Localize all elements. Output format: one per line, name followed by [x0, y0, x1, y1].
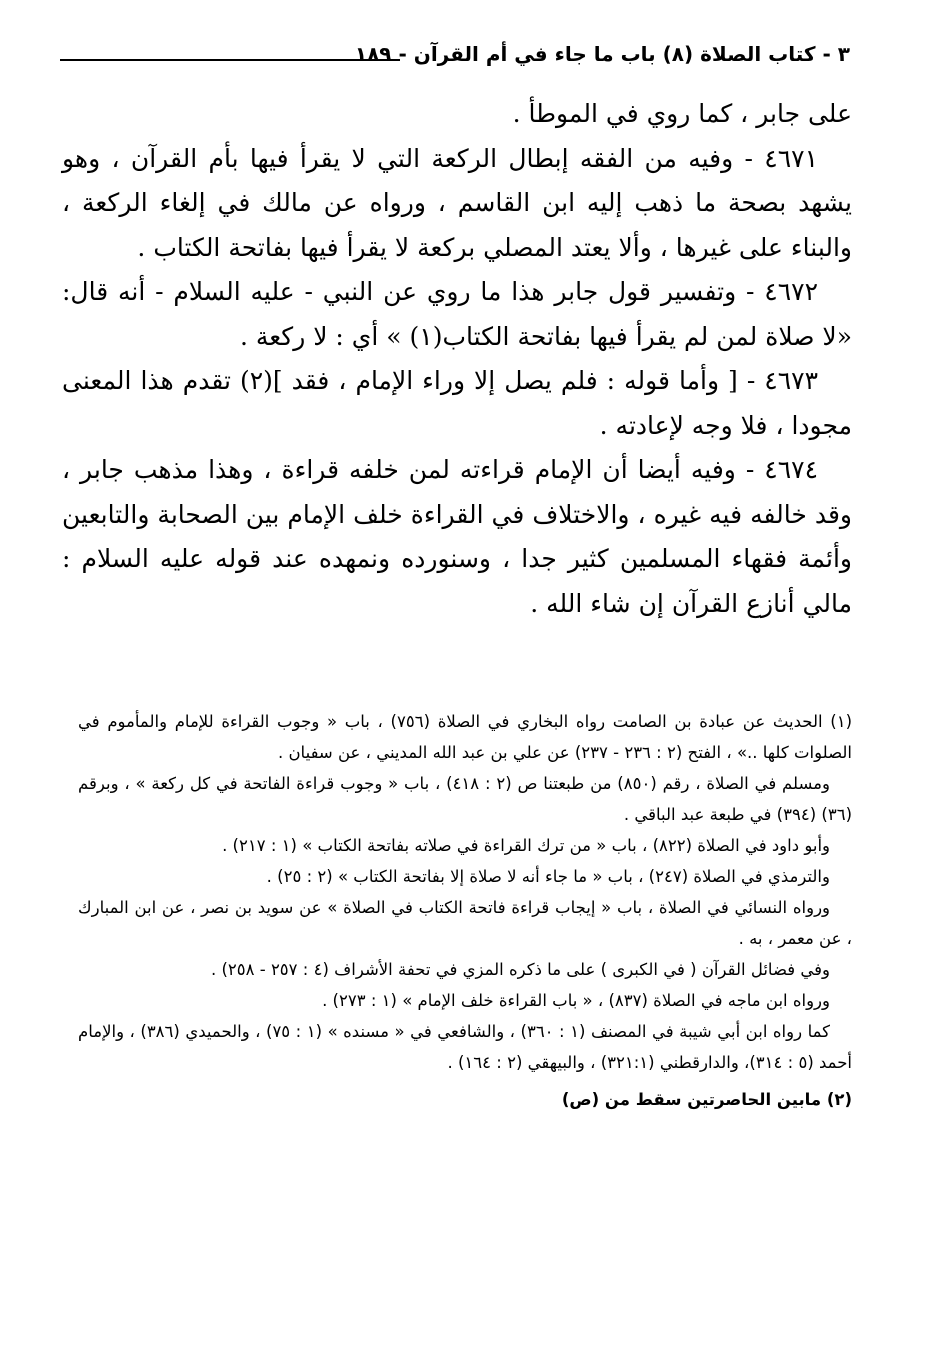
header-rule [60, 59, 400, 61]
footnote: وفي فضائل القرآن ( في الكبرى ) على ما ذكره المزي في تحفة الأشراف (٤ : ٢٥٧ - ٢٥٨) . [210, 960, 830, 979]
footnote: (٢) مابين الحاصرتين سقط من (ص) [561, 1090, 852, 1109]
paragraph: ٤٦٧٢ - وتفسير قول جابر هذا ما روي عن النبي - عليه السلام - أنه قال: «لا صلاة لمن لم يقرأ فيها بفاتحة الكتاب(١) » أي : لا ركعة . [62, 277, 852, 351]
header-title: ٣ - كتاب الصلاة (٨) باب ما جاء في أم القرآن - ١٨٩ [354, 42, 850, 66]
footnote: كما رواه ابن أبي شيبة في المصنف (١ : ٣٦٠) ، والشافعي في « مسنده » (١ : ٧٥) ، والحميدي (٣٨٦) ، والإمام أحمد (٥ : ٣١٤)، والدارقطني (٣٢١:١) ، والبيهقي (٢ : ١٦٤) . [78, 1022, 852, 1072]
running-header [60, 38, 850, 78]
footnote: وأبو داود في الصلاة (٨٢٢) ، باب « من ترك القراءة في صلاته بفاتحة الكتاب » (١ : ٢١٧) . [222, 836, 830, 855]
footnote: ومسلم في الصلاة ، رقم (٨٥٠) من طبعتنا ص (٢ : ٤١٨) ، باب « وجوب قراءة الفاتحة في كل ركعة » ، وبرقم (٣٦) (٣٩٤) في طبعة عبد الباقي . [78, 774, 852, 824]
footnote: والترمذي في الصلاة (٢٤٧) ، باب « ما جاء أنه لا صلاة إلا بفاتحة الكتاب » (٢ : ٢٥) . [266, 867, 830, 886]
paragraph: ٤٦٧٣ - [ وأما قوله : فلم يصل إلا وراء الإمام ، فقد ](٢) تقدم هذا المعنى مجودا ، فلا وجه لإعادته . [62, 366, 852, 440]
footnote: (١) الحديث عن عبادة بن الصامت رواه البخاري في الصلاة (٧٥٦) ، باب « وجوب القراءة للإمام والمأموم في الصلوات كلها ..» ، الفتح (٢ : ٢٣٦ - ٢٣٧) عن علي بن عبد الله المديني ، عن سفيان . [78, 712, 852, 762]
footnote: ورواه ابن ماجه في الصلاة (٨٣٧) ، « باب القراءة خلف الإمام » (١ : ٢٧٣) . [322, 991, 830, 1010]
footnotes [78, 706, 852, 1115]
paragraph: ٤٦٧١ - وفيه من الفقه إبطال الركعة التي لا يقرأ فيها بأم القرآن ، وهو يشهد بصحة ما ذهب إليه ابن القاسم ، ورواه عن مالك في إلغاء الركعة ، والبناء على غيرها ، وألا يعتد المصلي بركعة لا يقرأ فيها بفاتحة الكتاب . [62, 143, 852, 262]
main-text [62, 92, 852, 626]
paragraph: على جابر ، كما روي في الموطأ . [512, 99, 852, 128]
footnote: ورواه النسائي في الصلاة ، باب « إيجاب قراءة فاتحة الكتاب في الصلاة » عن سويد بن نصر ، عن ابن المبارك ، عن معمر ، به . [78, 898, 852, 948]
paragraph: ٤٦٧٤ - وفيه أيضا أن الإمام قراءته لمن خلفه قراءة ، وهذا مذهب جابر ، وقد خالفه فيه غيره ، والاختلاف في القراءة خلف الإمام بين الصحابة والتابعين وأئمة فقهاء المسلمين كثير جدا ، وسنورده ونمهده عند قوله عليه السلام : مالي أنازع القرآن إن شاء الله . [62, 455, 852, 618]
